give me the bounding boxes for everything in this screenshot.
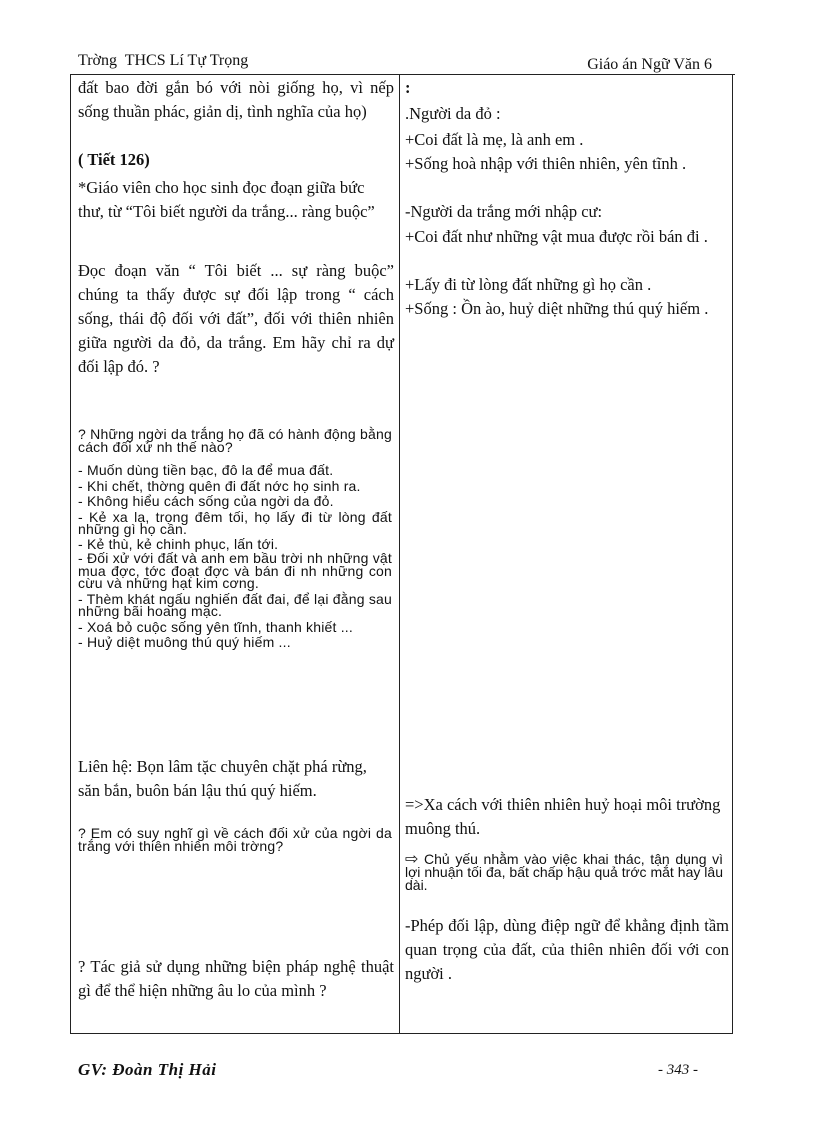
lesson-table [70,75,733,1034]
white-people-point-2: +Lấy đi từ lòng đất những gì họ cần . [405,275,652,294]
conclusion-3: -Phép đối lập, dùng điệp ngữ để khẳng định tầm quan trọng của đất, của thiên nhiên đối với con người . [405,916,729,983]
list-item: - Thèm khát ngấu nghiến đất đai, để lại đằng sau những bãi hoang mạc. [78,590,392,619]
header-prefix: Trờng [78,52,117,69]
list-item: - Muốn dùng tiền bạc, đô la để mua đất. [78,462,334,478]
white-people-point-1: +Coi đất như những vật mua được rồi bán đi . [405,227,708,246]
question-white-people: ? Những ngời da trắng họ đã có hành động bằng cách đối xử nh thế nào? [78,426,392,455]
behaviour-list [78,464,392,649]
page-footer [78,1060,698,1082]
list-item: - Kẻ thù, kẻ chinh phục, lấn tới. [78,535,279,552]
conclusion-2 [405,853,723,892]
red-people-heading: .Người da đỏ : [405,104,501,123]
teacher-name: GV: Đoàn Thị Hải [78,1060,217,1079]
left-paragraph-1: đất bao đời gắn bó với nòi giống họ, vì nếp sống thuần phác, giản dị, tình nghĩa của họ) [78,78,394,121]
list-item: - Không hiểu cách sống của ngời da đỏ. [78,493,334,509]
list-item: - Huỷ diệt muông thú quý hiếm ... [78,634,291,650]
question-reflection: ? Em có suy nghĩ gì về cách đối xử của ngời da trắng với thiên nhiên môi trờng? [78,825,392,854]
lesson-period: ( Tiết 126) [78,150,150,169]
question-techniques: ? Tác giả sử dụng những biện pháp nghệ thuật gì để thể hiện những âu lo của mình ? [78,957,394,1000]
page-number: - 343 - [658,1062,698,1078]
list-item: - Khi chết, thờng quên đi đất nớc họ sinh ra. [78,477,361,494]
white-people-heading: -Người da trắng mới nhập cư: [405,202,603,221]
list-item: - Xoá bỏ cuộc sống yên tĩnh, thanh khiết ... [78,618,353,635]
conclusion-2-text: Chủ yếu nhằm vào việc khai thác, tận dụng vì lợi nhuận tối đa, bất chấp hậu quả trớc mắt hay lâu dài. [405,851,723,893]
left-paragraph-4: Đọc đoạn văn “ Tôi biết ... sự ràng buộc” chúng ta thấy được sự đối lập trong “ cách sống, thái độ đối với đất”, đối với thiên nhiên giữa người da đỏ, da trắng. Em hãy chỉ ra dự đối lập đó. ? [78,261,394,376]
header-school: THCS Lí Tự Trọng [124,52,249,69]
red-people-point-1: +Coi đất là mẹ, là anh em . [405,130,584,149]
column-divider [399,75,400,1033]
relation-note: Liên hệ: Bọn lâm tặc chuyên chặt phá rừng, săn bắn, buôn bán lậu thú quý hiếm. [78,757,367,800]
page-header [78,50,712,74]
school-name [78,52,248,70]
conclusion-1: =>Xa cách với thiên nhiên huỷ hoại môi trường muông thú. [405,795,721,838]
arrow-icon: ⇨ [405,851,419,868]
white-people-point-3: +Sống : Ồn ào, huỷ diệt những thú quý hiếm . [405,299,709,318]
right-colon: : [405,78,411,97]
left-paragraph-3: *Giáo viên cho học sinh đọc đoạn giữa bức thư, từ “Tôi biết người da trắng... ràng buộc” [78,178,375,221]
document-title: Giáo án Ngữ Văn 6 [587,56,712,73]
red-people-point-2: +Sống hoà nhập với thiên nhiên, yên tĩnh . [405,154,687,173]
list-item: - Đối xử với đất và anh em bầu trời nh những vật mua đợc, tớc đoạt đợc và bán đi nh những con cừu và những hạt kim cơng. [78,550,392,591]
list-item: - Kẻ xa lạ, trong đêm tối, họ lấy đi từ lòng đất những gì họ cần. [78,508,392,537]
